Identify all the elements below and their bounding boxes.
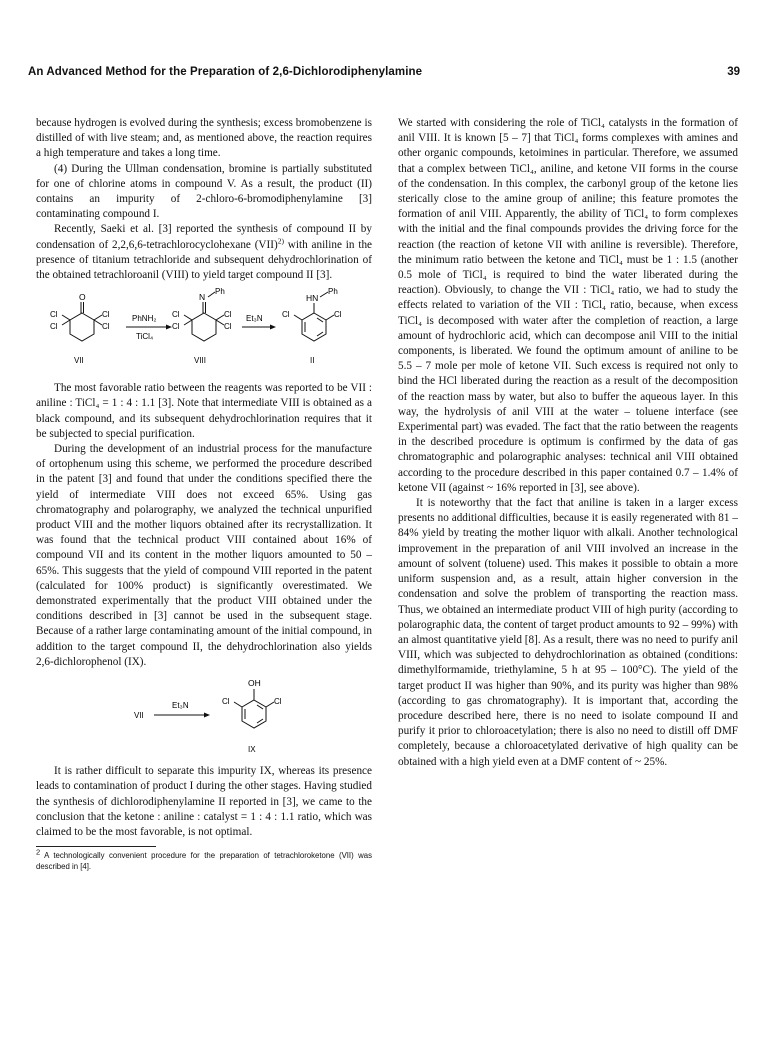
- start-label: VII: [134, 711, 144, 721]
- paragraph: It is rather difficult to separate this impurity IX, whereas its presence leads to contamination of product I during the other stages. Having studied the synthesis of dichlorodiphenylamine II reported in [3], we came to the conclusion that the ketone : aniline : catalyst = 1 : 4 : 1.1 ratio, which was claimed to be the most favorable, is not optimal.: [36, 765, 372, 838]
- paragraph: The most favorable ratio between the reagents was reported to be VII : aniline : TiCl₄ = 1 : 4 : 1.1 [3]. Note that intermediate VIII is obtained as a black compound, and its subsequent dehydrochlorination requires that it be subjected to special purification.: [36, 382, 372, 440]
- cl-label: Cl: [50, 322, 58, 332]
- cl-label: Cl: [334, 310, 342, 320]
- hydroxyl-label: OH: [248, 678, 261, 689]
- paragraph: [36, 222, 372, 283]
- cl-label: Cl: [50, 310, 58, 320]
- arrow-head: [270, 325, 276, 330]
- arrow-head: [204, 713, 210, 718]
- cl-label: Cl: [102, 310, 110, 320]
- label-ix: IX: [248, 745, 256, 755]
- phenyl-label: Ph: [328, 287, 338, 297]
- footnote-mark: 2: [36, 847, 41, 857]
- nitrogen-label: N: [199, 292, 206, 303]
- cl-label: Cl: [102, 322, 110, 332]
- cl-label: Cl: [172, 322, 180, 332]
- paragraph: (4) During the Ullman condensation, bromine is partially substituted for one of chlorine atoms in compound V. As a result, the product (II) contains an impurity of 2-chloro-6-bromodiphenylamine [3] contaminating compound I.: [36, 162, 372, 221]
- cl-label: Cl: [274, 697, 282, 707]
- running-title: An Advanced Method for the Preparation of 2,6-Dichlorodiphenylamine: [28, 66, 423, 78]
- cl-label: Cl: [172, 310, 180, 320]
- phenyl-label: Ph: [215, 287, 225, 297]
- footnote-divider: [36, 846, 156, 847]
- footnote: [36, 847, 372, 872]
- label-vii: VII: [74, 356, 84, 366]
- amine-label: HN: [306, 293, 319, 304]
- cl-label: Cl: [224, 322, 232, 332]
- cl-label: Cl: [222, 697, 230, 707]
- paragraph: During the development of an industrial process for the manufacture of ortophenum using this scheme, we performed the procedure described in the patent [3] and found that under the conditions specified there the yield of intermediate VIII does not exceed 65%. Using gas chromatography and polarography, we analyzed the technical unpurified product VIII and the mother liquors obtained after its recrystallization. It was found that the technical product VIII contained about 16% of compound VII and its content in the mother liquors amounted to 50 – 65%. This suggests that the yield of compound VIII reported in the patent (calculated for 100% product) is significantly overestimated. We demonstrated experimentally that the product VIII obtained under the conditions described in [3] cannot be used in the subsequent stage. Because of a rather large contaminating amount of the initial compound, in addition to the target compound II, the dehydrochlorination also yields 2,6-dichlorophenol (IX).: [36, 443, 372, 668]
- cl-label: Cl: [224, 310, 232, 320]
- paragraph-text: with aniline in the presence of titanium tetrachloride and subsequent dehydrochlorination of the obtained tetrachloroanil (VIII) to yield target compound II [3].: [36, 238, 373, 282]
- right-column: [398, 116, 738, 770]
- reagent-label: Et₃N: [172, 701, 189, 711]
- footnote-text: A technologically convenient procedure for the preparation of tetrachloroketone (VII) was described in [4].: [36, 851, 372, 871]
- reaction-scheme-1: [36, 287, 372, 375]
- reaction-scheme-2: [36, 674, 372, 758]
- cl-label: Cl: [282, 310, 290, 320]
- running-header: [28, 66, 740, 84]
- reagent-label: PhNH₂: [132, 314, 157, 324]
- structure-ix: [234, 689, 274, 728]
- oxygen-label: O: [79, 292, 86, 303]
- structure-vii: [62, 302, 102, 341]
- label-ii: II: [310, 356, 315, 366]
- paragraph: because hydrogen is evolved during the synthesis; excess bromobenzene is distilled of with live steam; and, as mentioned above, the reaction requires a high temperature and takes a long time.: [36, 117, 372, 160]
- label-viii: VIII: [194, 356, 207, 366]
- page-number: 39: [727, 66, 740, 78]
- footnote-ref: 2): [277, 235, 284, 245]
- paragraph: We started with considering the role of TiCl₄ catalysts in the formation of anil VIII. It is known [5 – 7] that TiCl₄ forms complexes with amines and other organic compounds, ketoimines in particular. Therefore, we assumed that a complex between TiCl₄, aniline, and ketone VII forms in the course of the condensation. In this complex, the carbonyl group of the ketone lies sterically close to the amine group of aniline; this feature promotes the formation of anil VIII. Apparently, the ability of TiCl₄ to form complexes with the initial and the final compounds provides the driving force for the reaction (the reaction of ketone VII with aniline is reversible). Therefore, the minimum ratio between the ketone and TiCl₄ must be 1 : 1.5 (another 0.5 mole of TiCl₄ is required to bind the water liberated during the reaction). Obviously, to change the VII : TiCl₄ ratio, we had to study the effects related to variation of the VII : TiCl₄ ratio, because, when excess TiCl₄ is decomposed with water after the completion of reaction, a large amount of hydrochloric acid, which can decompose anil VIII to the initial components, is liberated. We found the optimum amount of aniline to be 5.5 – 7 mole per mole of ketone VII. Such excess is required not only to bind the HCl liberated during the reaction as a result of the decomposition of the reaction mass by water, but also to buffer the aqueous layer. In this way, the hydrolysis of anil VIII at the water – toluene interface (see Experimental part) was evaded. The fact that the ratio between the reagents in the described procedure is optimum is confirmed by the data of gas chromatographic and polarographic analyses: technical anil VIII obtained according to the procedure described in this paper contained 0.7 – 1.4% of ketone VII (against ~ 16% reported in [3], see above).: [398, 117, 738, 494]
- paragraph: It is noteworthy that the fact that aniline is taken in a larger excess presents no additional difficulties, because it is easily regenerated with 81 – 84% yield by treating the mother liquor with alkali. Another technological improvement in the preparation of anil VIII involved an increase in the amount of solvent (toluene) used. This makes it possible to obtain a more uniform suspension and, as a result, attain higher conversion in the condensation and solve the problem of transporting the reaction mass. Thus, we obtained an intermediate product VIII of high purity (according to polarographic data, the content of target product amounts to 92 – 99%) with an almost quantitative yield [8]. As a result, there was no need to purify anil VIII, which was subjected to dehydrochlorination as obtained (conditions: dimethylformamide, triethylamine, 5 h at 95 – 100°C). The yield of the target product II was higher than 90%, and its purity was higher than 98% (according to gas chromatography). It is important that, according the procedure described here, there is no need to isolate compound II and purify it prior to chloroacetylation; there is also no need to distill off DMF completely, because a chloroacetylated derivative of high quality can be obtained with a high yield even at a DMF content of ~ 25%.: [398, 497, 738, 768]
- left-column: [36, 116, 372, 872]
- reagent-label: TiCl₄: [136, 332, 154, 342]
- paragraph-text: Recently, Saeki et al. [3] reported the synthesis of compound II by condensation of 2,2,6,6-tetrachlorocyclohexane (VII): [36, 223, 372, 251]
- reagent-label: Et₃N: [246, 314, 263, 324]
